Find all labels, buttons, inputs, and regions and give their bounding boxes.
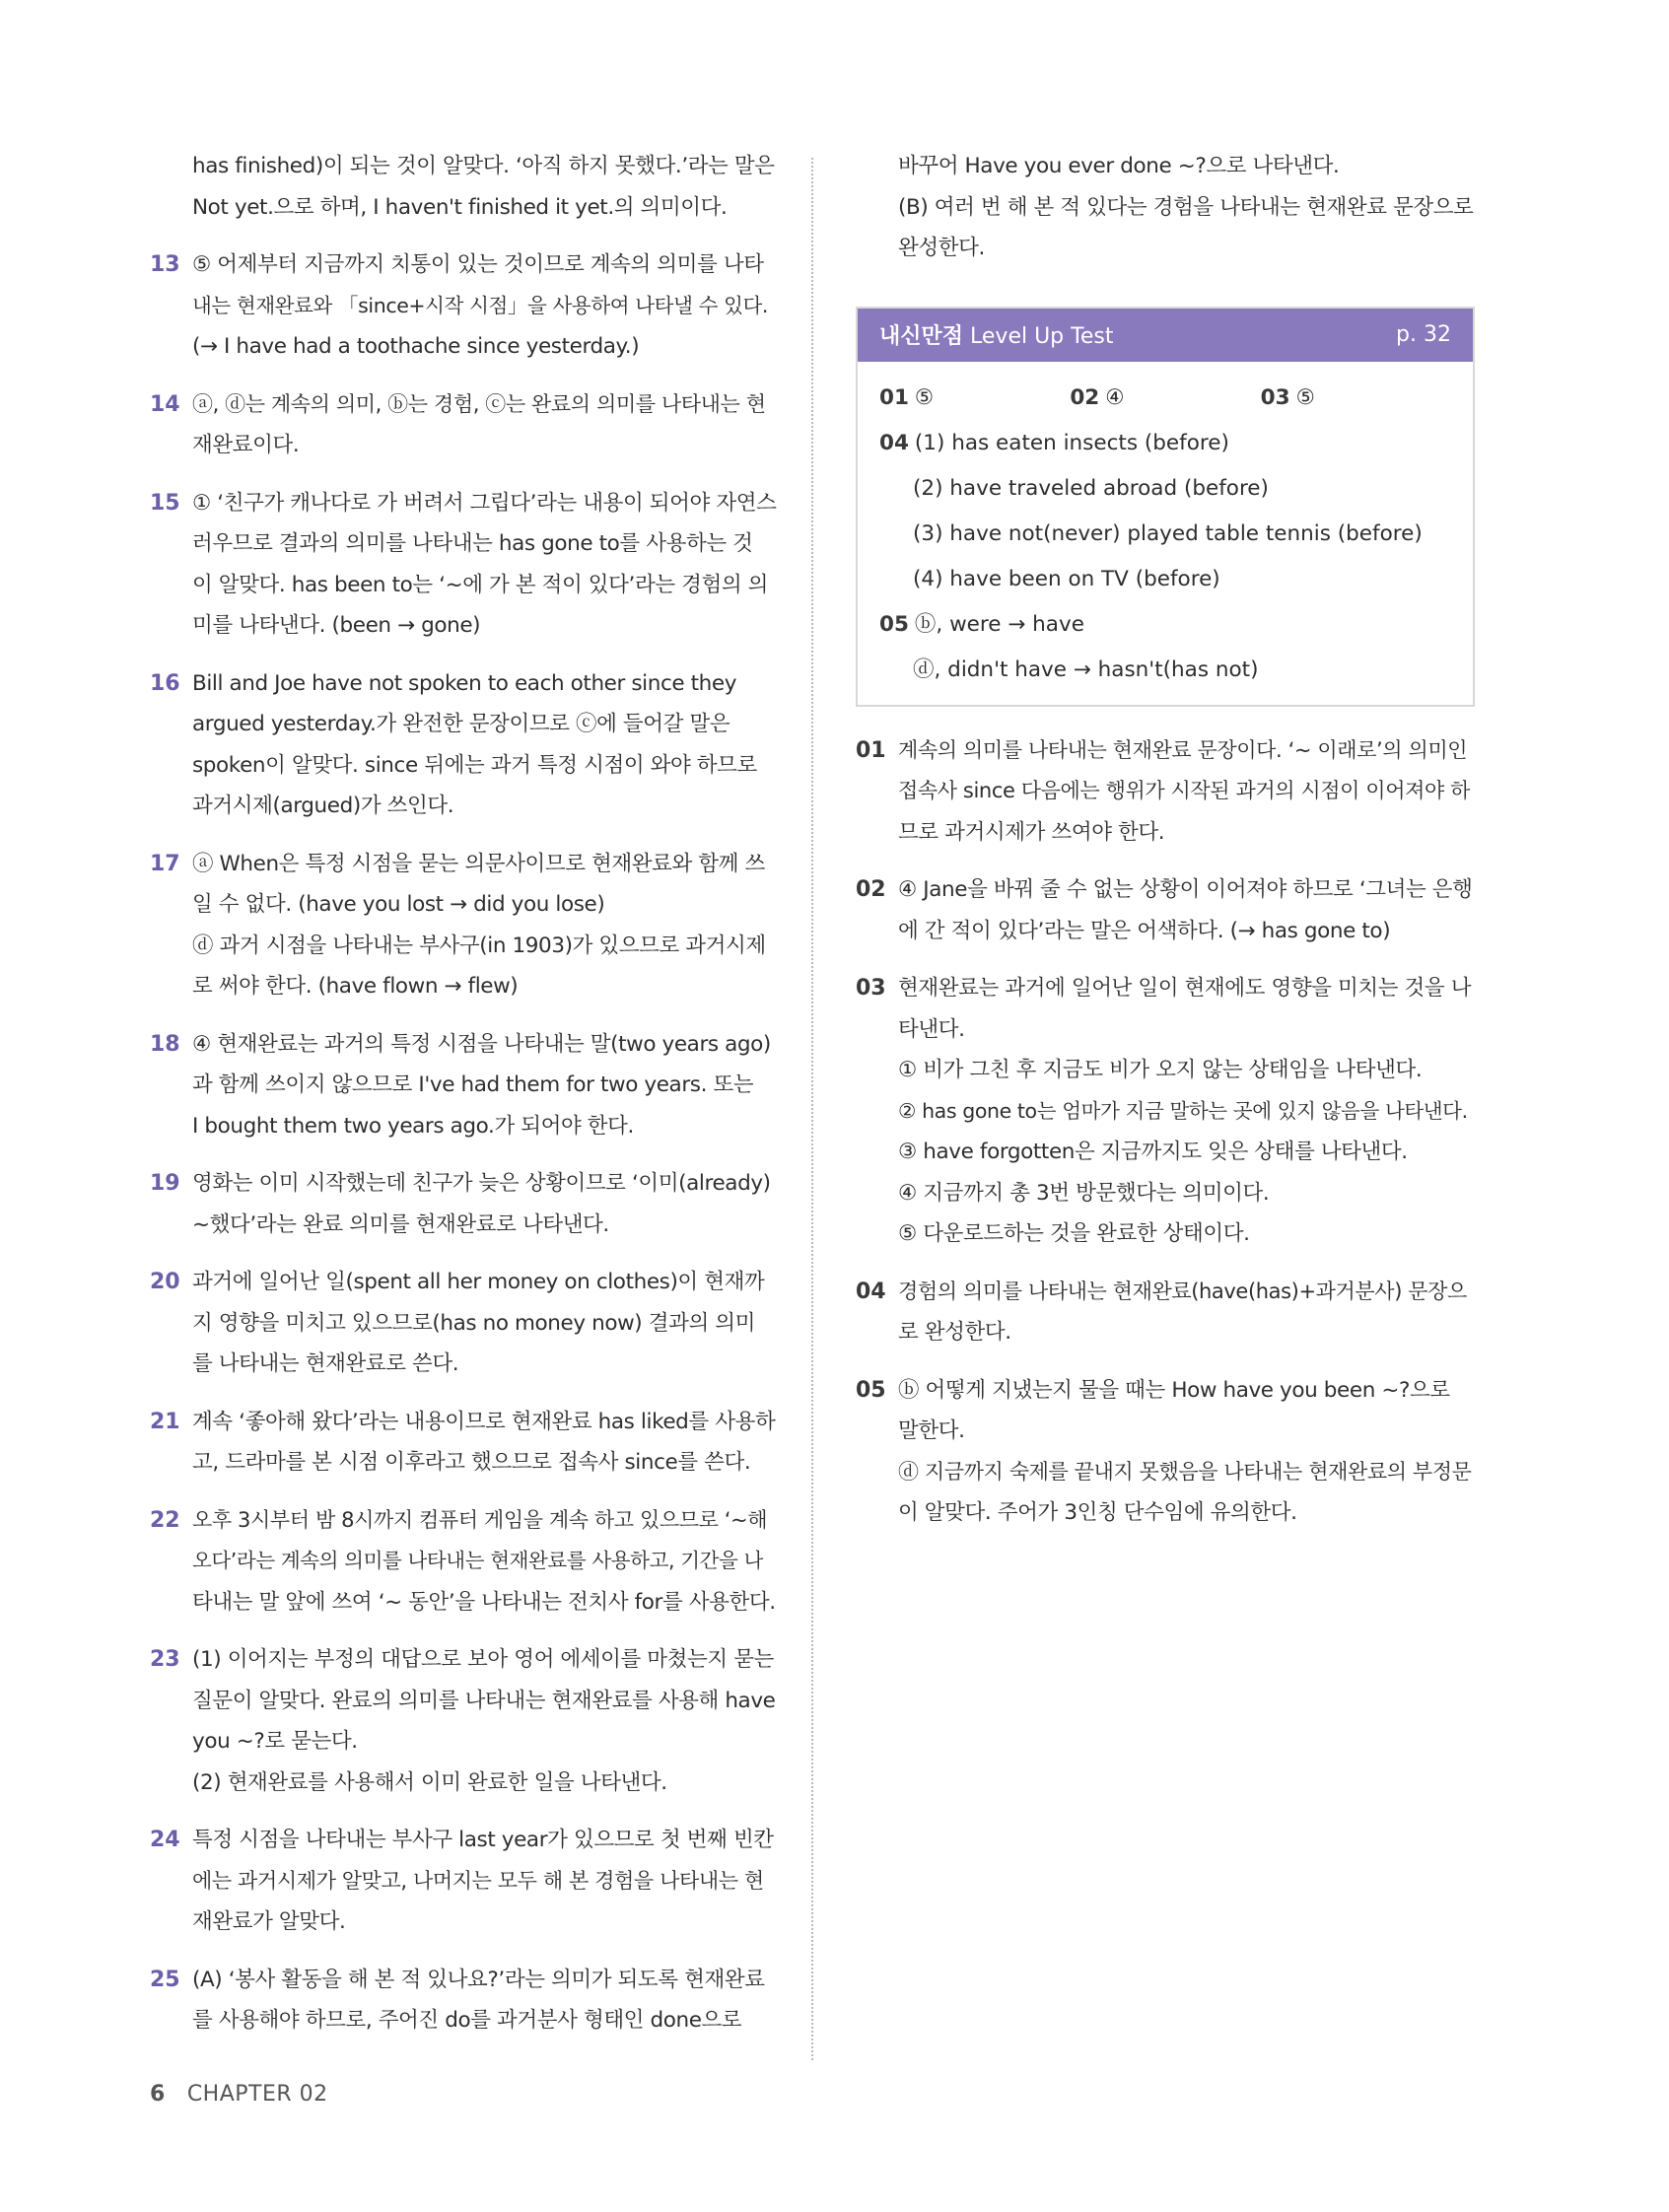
explanation-line: 과 함께 쓰이지 않으므로 I've had them for two years. 또는 bbox=[192, 1072, 754, 1097]
answer-item bbox=[856, 730, 1479, 854]
answer-item bbox=[150, 1024, 776, 1147]
right-answer-list bbox=[856, 730, 1479, 1534]
answer-number: 05 bbox=[879, 611, 909, 637]
answer-item bbox=[150, 1960, 776, 2041]
explanation-line: ① ‘친구가 캐나다로 가 버려서 그립다’라는 내용이 되어야 자연스 bbox=[192, 490, 777, 516]
answer-item bbox=[856, 869, 1479, 951]
item-number: 05 bbox=[856, 1377, 886, 1403]
explanation-line: 므로 과거시제가 쓰여야 한다. bbox=[898, 819, 1165, 845]
answer-number: 03 bbox=[1260, 384, 1290, 410]
explanation-line: ⑤ 어제부터 지금까지 치통이 있는 것이므로 계속의 의미를 나타 bbox=[192, 252, 764, 277]
answer-item bbox=[150, 1639, 776, 1803]
explanation-line: ④ 현재완료는 과거의 특정 시점을 나타내는 말(two years ago) bbox=[192, 1031, 771, 1057]
explanation-line: Bill and Joe have not spoken to each other since they bbox=[192, 670, 737, 696]
explanation-line: 러우므로 결과의 의미를 나타내는 has gone to를 사용하는 것 bbox=[192, 531, 753, 556]
item-number: 14 bbox=[150, 391, 180, 417]
explanation-line: 경험의 의미를 나타내는 현재완료(have(has)+과거분사) 문장으 bbox=[898, 1279, 1467, 1303]
explanation-line: ⓑ 어떻게 지냈는지 물을 때는 How have you been ~?으로 bbox=[898, 1377, 1450, 1403]
explanation-line: 계속의 의미를 나타내는 현재완료 문장이다. ‘~ 이래로’의 의미인 bbox=[898, 737, 1468, 762]
chapter-label: CHAPTER 02 bbox=[186, 2082, 328, 2107]
answer-item bbox=[150, 244, 776, 368]
answer-item bbox=[856, 1370, 1479, 1534]
level-up-answers bbox=[858, 362, 1473, 705]
explanation-line: 계속 ‘좋아해 왔다’라는 내용이므로 현재완료 has liked를 사용하 bbox=[192, 1409, 776, 1434]
explanation-line: (→ I have had a toothache since yesterday.) bbox=[192, 334, 640, 359]
item-number: 03 bbox=[856, 976, 886, 1001]
explanation-line: (2) 현재완료를 사용해서 이미 완료한 일을 나타낸다. bbox=[192, 1769, 667, 1795]
answer-value: ⓑ, were → have bbox=[914, 611, 1084, 637]
explanation-line: 지 영향을 미치고 있으므로(has no money now) 결과의 의미 bbox=[192, 1310, 755, 1336]
answer-04-line bbox=[879, 421, 1451, 466]
answer-item bbox=[856, 968, 1479, 1255]
explanation-line: I bought them two years ago.가 되어야 한다. bbox=[192, 1113, 634, 1139]
answer-04-line: (3) have not(never) played table tennis (before) bbox=[913, 520, 1423, 546]
explanation-line: ④ Jane을 바꿔 줄 수 없는 상황이 이어져야 하므로 ‘그녀는 은행 bbox=[898, 877, 1473, 902]
explanation-line: 말한다. bbox=[898, 1418, 965, 1443]
explanation-line: ③ have forgotten은 지금까지도 잊은 상태를 나타낸다. bbox=[898, 1140, 1408, 1164]
explanation-line: spoken이 알맞다. since 뒤에는 과거 특정 시점이 와야 하므로 bbox=[192, 752, 757, 778]
explanation-line: ~했다’라는 완료 의미를 현재완료로 나타낸다. bbox=[192, 1211, 609, 1237]
page-number: 6 bbox=[150, 2082, 166, 2107]
answer-05-line: ⓓ, didn't have → hasn't(has not) bbox=[913, 657, 1259, 682]
answer-01 bbox=[879, 376, 1070, 421]
item-number: 02 bbox=[856, 877, 886, 902]
item-number: 21 bbox=[150, 1409, 180, 1434]
answer-04-line: (2) have traveled abroad (before) bbox=[913, 475, 1269, 501]
explanation-line: 현재완료는 과거에 일어난 일이 현재에도 영향을 미치는 것을 나 bbox=[898, 976, 1472, 1001]
answer-item bbox=[150, 1262, 776, 1385]
answer-item bbox=[856, 1272, 1479, 1353]
continued-text bbox=[856, 146, 1479, 269]
explanation-line: ⓓ 지금까지 숙제를 끝내지 못했음을 나타내는 현재완료의 부정문 bbox=[898, 1459, 1472, 1484]
explanation-line: ⓓ 과거 시점을 나타내는 부사구(in 1903)가 있으므로 과거시제 bbox=[192, 933, 766, 958]
explanation-line: 로 써야 한다. (have flown → flew) bbox=[192, 974, 519, 999]
answer-03 bbox=[1261, 376, 1451, 421]
explanation-line: 에는 과거시제가 알맞고, 나머지는 모두 해 본 경험을 나타내는 현 bbox=[192, 1868, 764, 1893]
explanation-line: 과거에 일어난 일(spent all her money on clothes)이 현재까 bbox=[192, 1270, 765, 1294]
explanation-line: 오다’라는 계속의 의미를 나타내는 현재완료를 사용하고, 기간을 나 bbox=[192, 1549, 763, 1572]
left-answer-list bbox=[150, 244, 776, 2041]
column-divider bbox=[811, 158, 813, 2060]
right-column bbox=[856, 146, 1479, 1551]
item-number: 15 bbox=[150, 490, 180, 516]
item-number: 04 bbox=[856, 1279, 886, 1304]
explanation-line: 오후 3시부터 밤 8시까지 컴퓨터 게임을 계속 하고 있으므로 ‘~해 bbox=[192, 1507, 768, 1532]
answer-item bbox=[150, 1163, 776, 1245]
item-number: 13 bbox=[150, 252, 180, 277]
answer-item bbox=[150, 663, 776, 827]
explanation-line: 를 사용해야 하므로, 주어진 do를 과거분사 형태인 done으로 bbox=[192, 2008, 742, 2033]
explanation-line: 이 알맞다. 주어가 3인칭 단수임에 유의한다. bbox=[898, 1500, 1297, 1525]
level-up-title-main: 내신만점 bbox=[879, 324, 964, 349]
explanation-line: 재완료가 알맞다. bbox=[192, 1909, 346, 1934]
answer-value: (1) has eaten insects (before) bbox=[914, 430, 1229, 455]
answer-item bbox=[150, 384, 776, 466]
item-number: 23 bbox=[150, 1647, 180, 1672]
explanation-line: ⑤ 다운로드하는 것을 완료한 상태이다. bbox=[898, 1221, 1250, 1246]
item-number: 19 bbox=[150, 1171, 180, 1196]
item-number: 01 bbox=[856, 737, 886, 763]
left-column bbox=[150, 146, 776, 2058]
explanation-line: 질문이 알맞다. 완료의 의미를 나타내는 현재완료를 사용해 have bbox=[192, 1688, 776, 1713]
answer-value: ⑤ bbox=[914, 384, 935, 410]
explanation-line: ⓐ, ⓓ는 계속의 의미, ⓑ는 경험, ⓒ는 완료의 의미를 나타내는 현 bbox=[192, 391, 766, 416]
explanation-line: 영화는 이미 시작했는데 친구가 늦은 상황이므로 ‘이미(already) bbox=[192, 1171, 771, 1196]
level-up-title bbox=[879, 319, 1113, 350]
answer-number: 02 bbox=[1070, 384, 1100, 410]
explanation-line: 에 간 적이 있다’라는 말은 어색하다. (→ has gone to) bbox=[898, 918, 1391, 943]
item-number: 17 bbox=[150, 851, 180, 876]
explanation-line: 로 완성한다. bbox=[898, 1320, 1011, 1345]
level-up-page-ref: p. 32 bbox=[1396, 322, 1451, 347]
level-up-title-sub: Level Up Test bbox=[970, 324, 1114, 349]
explanation-line: 타낸다. bbox=[898, 1016, 965, 1042]
explanation-line: ① 비가 그친 후 지금도 비가 오지 않는 상태임을 나타낸다. bbox=[898, 1058, 1423, 1082]
answer-value: ⑤ bbox=[1295, 384, 1315, 410]
explanation-line: 과거시제(argued)가 쓰인다. bbox=[192, 794, 454, 818]
text-line: Not yet.으로 하며, I haven't finished it yet.의 의미이다. bbox=[192, 194, 728, 220]
explanation-line: ② has gone to는 엄마가 지금 말하는 곳에 있지 않음을 나타낸다. bbox=[898, 1098, 1468, 1123]
answer-item bbox=[150, 1820, 776, 1943]
answer-item bbox=[150, 1500, 776, 1624]
text-line: 바꾸어 Have you ever done ~?으로 나타낸다. bbox=[898, 154, 1340, 178]
item-number: 16 bbox=[150, 670, 180, 696]
answer-02 bbox=[1070, 376, 1260, 421]
explanation-line: (1) 이어지는 부정의 대답으로 보아 영어 에세이를 마쳤는지 묻는 bbox=[192, 1647, 774, 1672]
short-answers-row bbox=[879, 376, 1451, 421]
explanation-line: ⓐ When은 특정 시점을 묻는 의문사이므로 현재완료와 함께 쓰 bbox=[192, 851, 765, 876]
continued-text bbox=[150, 146, 776, 228]
explanation-line: 내는 현재완료와 「since+시작 시점」을 사용하여 나타낼 수 있다. bbox=[192, 293, 769, 317]
text-line: (B) 여러 번 해 본 적 있다는 경험을 나타내는 현재완료 문장으로 bbox=[898, 194, 1474, 220]
item-number: 22 bbox=[150, 1507, 180, 1533]
answer-item bbox=[150, 844, 776, 1007]
explanation-line: 미를 나타낸다. (been → gone) bbox=[192, 613, 481, 638]
answer-value: ④ bbox=[1105, 384, 1125, 410]
answer-04-line: (4) have been on TV (before) bbox=[913, 566, 1220, 591]
answer-item bbox=[150, 1402, 776, 1484]
level-up-test-box bbox=[856, 307, 1475, 707]
answer-item bbox=[150, 483, 776, 647]
answer-05-line bbox=[879, 602, 1451, 648]
text-line: has finished)이 되는 것이 알맞다. ‘아직 하지 못했다.’라는 말은 bbox=[192, 154, 775, 178]
item-number: 24 bbox=[150, 1828, 180, 1852]
explanation-line: 고, 드라마를 본 시점 이후라고 했으므로 접속사 since를 쓴다. bbox=[192, 1450, 751, 1475]
item-number: 18 bbox=[150, 1031, 180, 1057]
explanation-line: ④ 지금까지 총 3번 방문했다는 의미이다. bbox=[898, 1180, 1270, 1206]
answer-number: 01 bbox=[879, 384, 909, 410]
explanation-line: 접속사 since 다음에는 행위가 시작된 과거의 시점이 이어져야 하 bbox=[898, 779, 1471, 802]
explanation-line: 타내는 말 앞에 쓰여 ‘~ 동안’을 나타내는 전치사 for를 사용한다. bbox=[192, 1589, 776, 1615]
explanation-line: argued yesterday.가 완전한 문장이므로 ⓒ에 들어갈 말은 bbox=[192, 712, 730, 736]
page-footer bbox=[150, 2082, 328, 2107]
explanation-line: 이 알맞다. has been to는 ‘~에 가 본 적이 있다’라는 경험의 의 bbox=[192, 572, 769, 597]
text-line: 완성한다. bbox=[898, 236, 985, 260]
explanation-line: 를 나타내는 현재완료로 쓴다. bbox=[192, 1351, 459, 1376]
explanation-line: you ~?로 묻는다. bbox=[192, 1729, 358, 1754]
level-up-header bbox=[858, 309, 1473, 362]
explanation-line: 재완료이다. bbox=[192, 433, 300, 457]
item-number: 20 bbox=[150, 1270, 180, 1294]
item-number: 25 bbox=[150, 1967, 180, 1992]
answer-number: 04 bbox=[879, 430, 909, 455]
explanation-line: 특정 시점을 나타내는 부사구 last year가 있으므로 첫 번째 빈칸 bbox=[192, 1828, 774, 1852]
explanation-line: 일 수 없다. (have you lost → did you lose) bbox=[192, 892, 605, 917]
explanation-line: (A) ‘봉사 활동을 해 본 적 있나요?’라는 의미가 되도록 현재완료 bbox=[192, 1967, 765, 1992]
